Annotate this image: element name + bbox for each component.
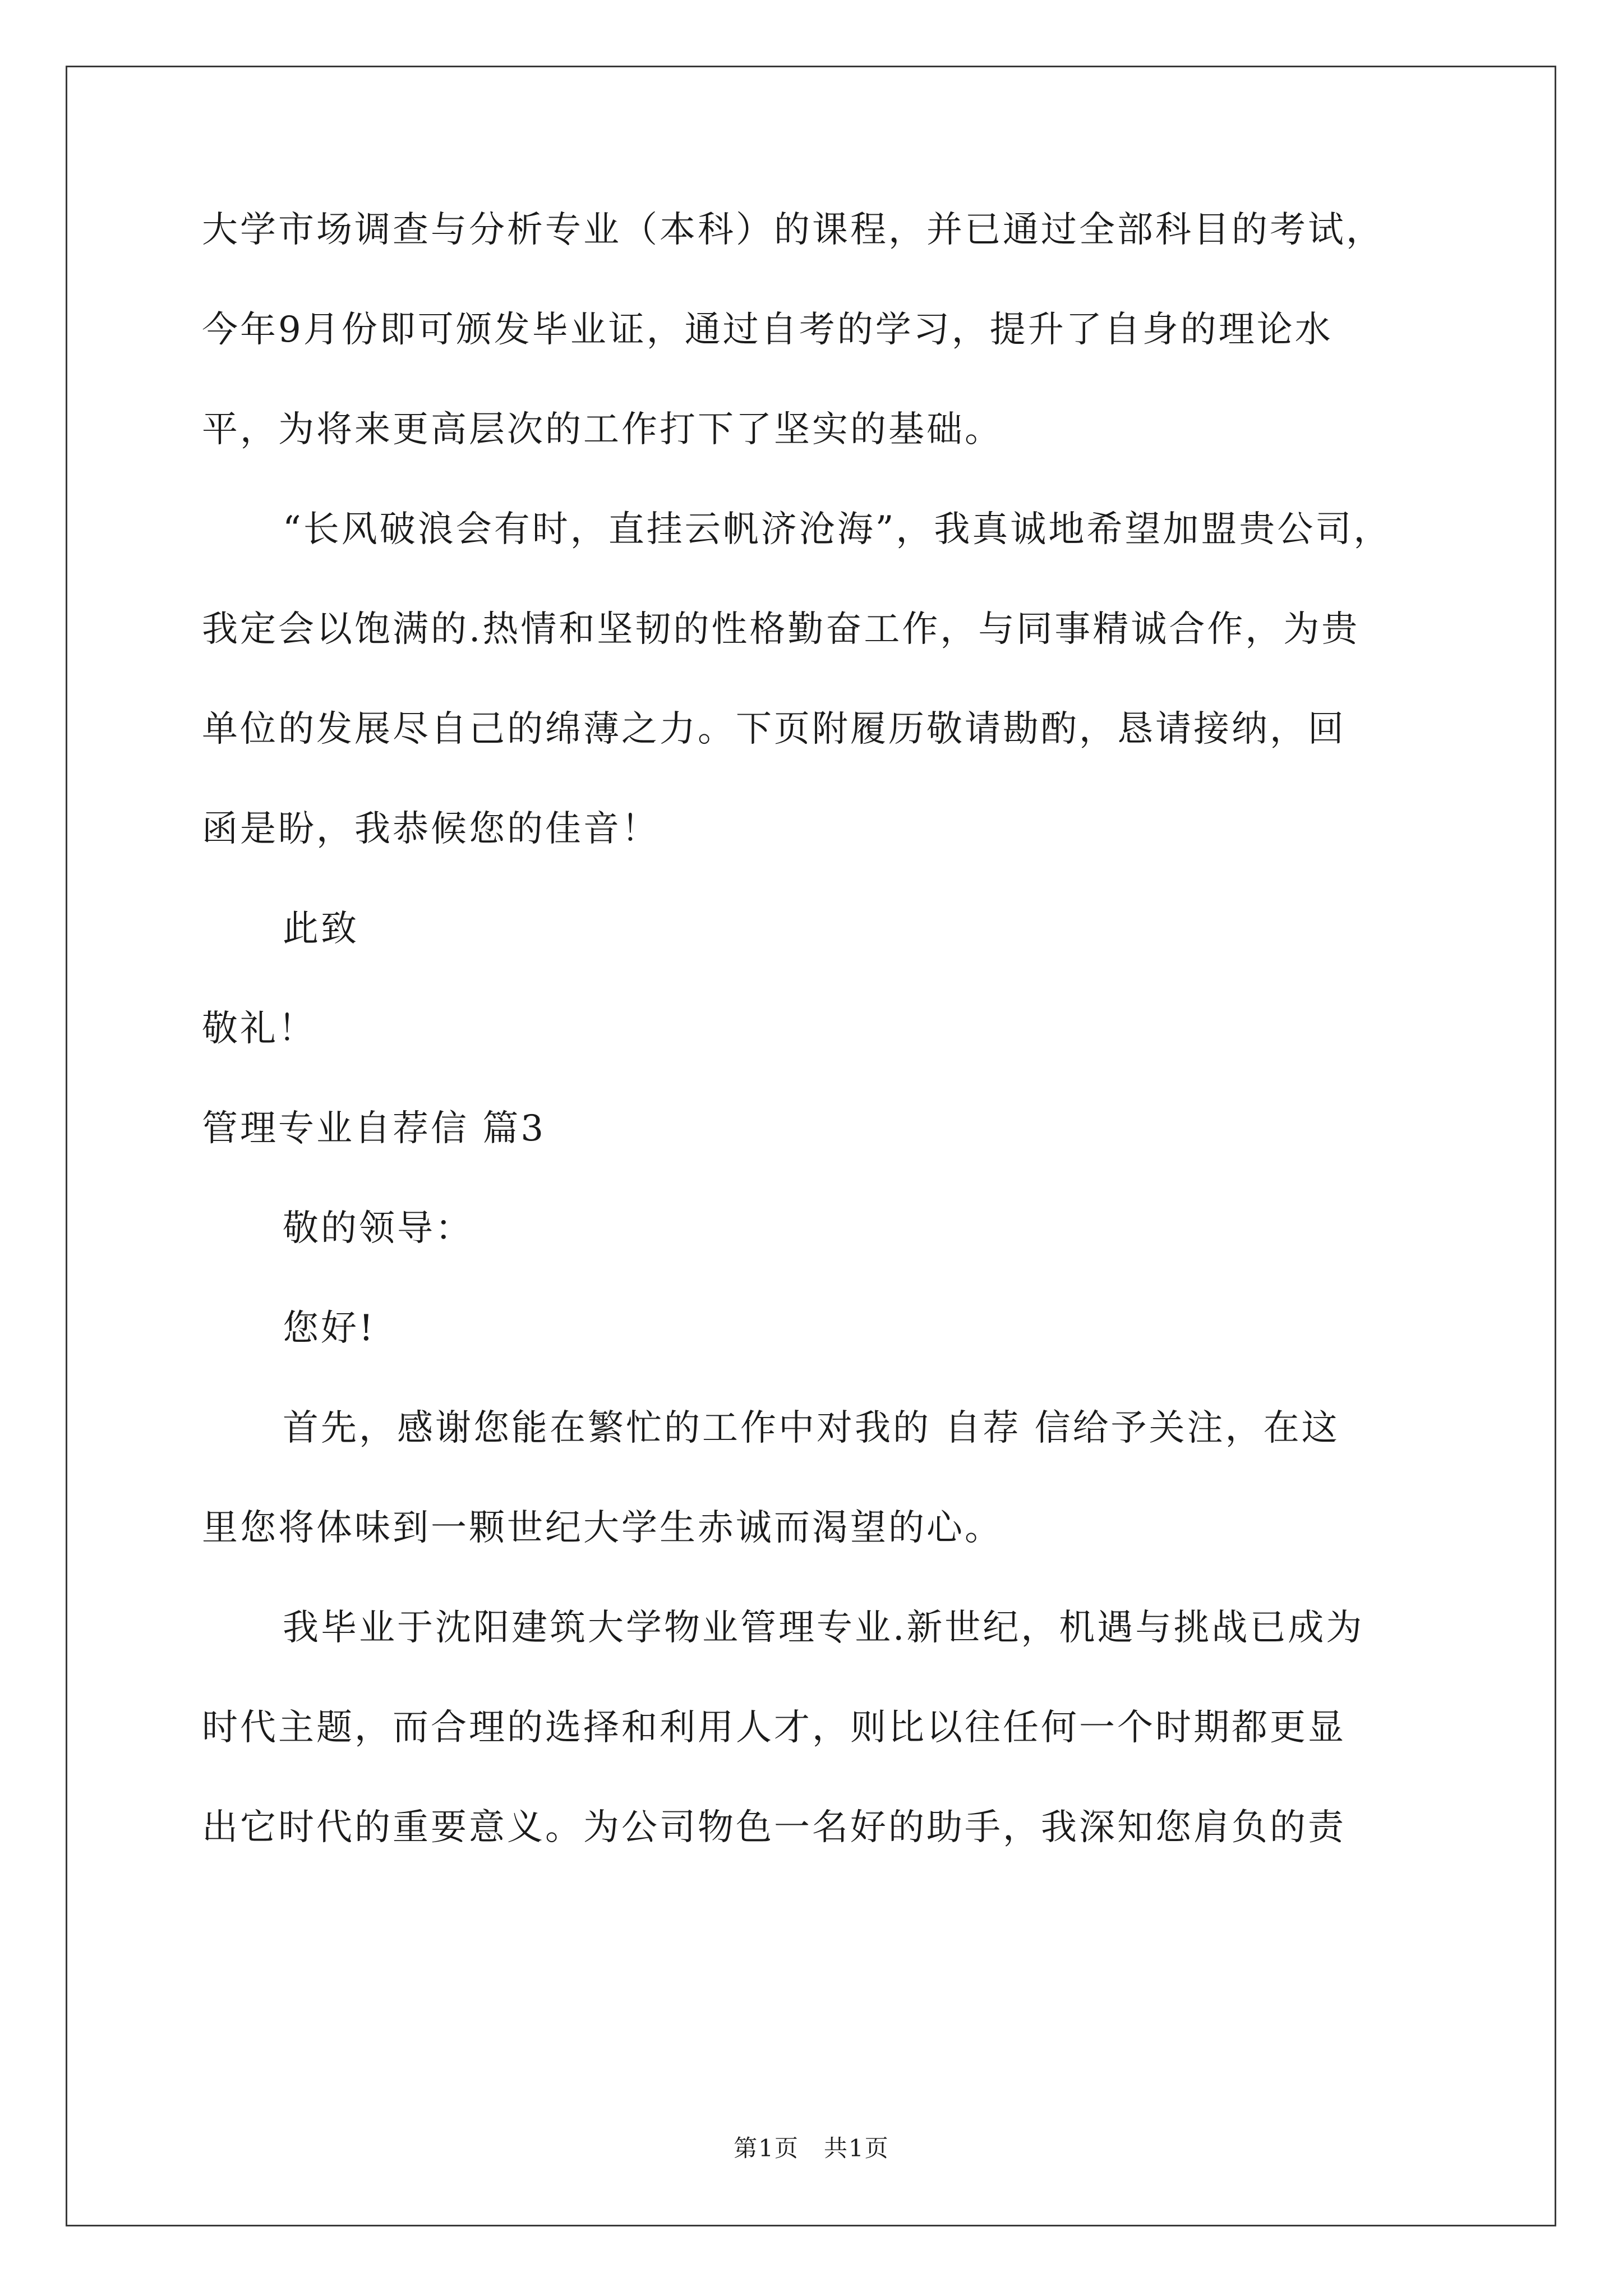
text-line: 时代主题，而合理的选择和利用人才，则比以往任何一个时期都更显 xyxy=(202,1707,1346,1749)
text-line: 我定会以饱满的.热情和坚韧的性格勤奋工作，与同事精诚合作，为贵 xyxy=(202,609,1360,650)
text-line: 我毕业于沈阳建筑大学物业管理专业.新世纪，机遇与挑战已成为 xyxy=(283,1607,1364,1649)
text-line: 单位的发展尽自己的绵薄之力。下页附履历敬请勘酌，恳请接纳，回 xyxy=(202,708,1346,750)
text-line: 函是盼，我恭候您的佳音！ xyxy=(202,808,660,850)
page-number: 第1页 共1页 xyxy=(734,2134,889,2162)
text-line: 平，为将来更高层次的工作打下了坚实的基础。 xyxy=(202,409,1003,450)
section-heading: 管理专业自荐信 篇3 xyxy=(202,1108,546,1149)
text-line: 大学市场调查与分析专业（本科）的课程，并已通过全部科目的考试， xyxy=(202,209,1384,251)
greeting-line: 敬的领导： xyxy=(283,1208,473,1249)
salutation-regards: 敬礼！ xyxy=(202,1008,316,1050)
text-line: 里您将体味到一颗世纪大学生赤诚而渴望的心。 xyxy=(202,1507,1003,1549)
greeting-line: 您好! xyxy=(283,1308,376,1349)
text-line: 今年9月份即可颁发毕业证，通过自考的学习，提升了自身的理论水 xyxy=(202,309,1333,351)
text-line: 首先，感谢您能在繁忙的工作中对我的 自荐 信给予关注，在这 xyxy=(283,1407,1340,1449)
text-line: “长风破浪会有时，直挂云帆济沧海”，我真诚地希望加盟贵公司， xyxy=(283,509,1392,550)
text-line: 出它时代的重要意义。为公司物色一名好的助手，我深知您肩负的责 xyxy=(202,1807,1346,1848)
salutation-closing: 此致 xyxy=(283,908,359,950)
